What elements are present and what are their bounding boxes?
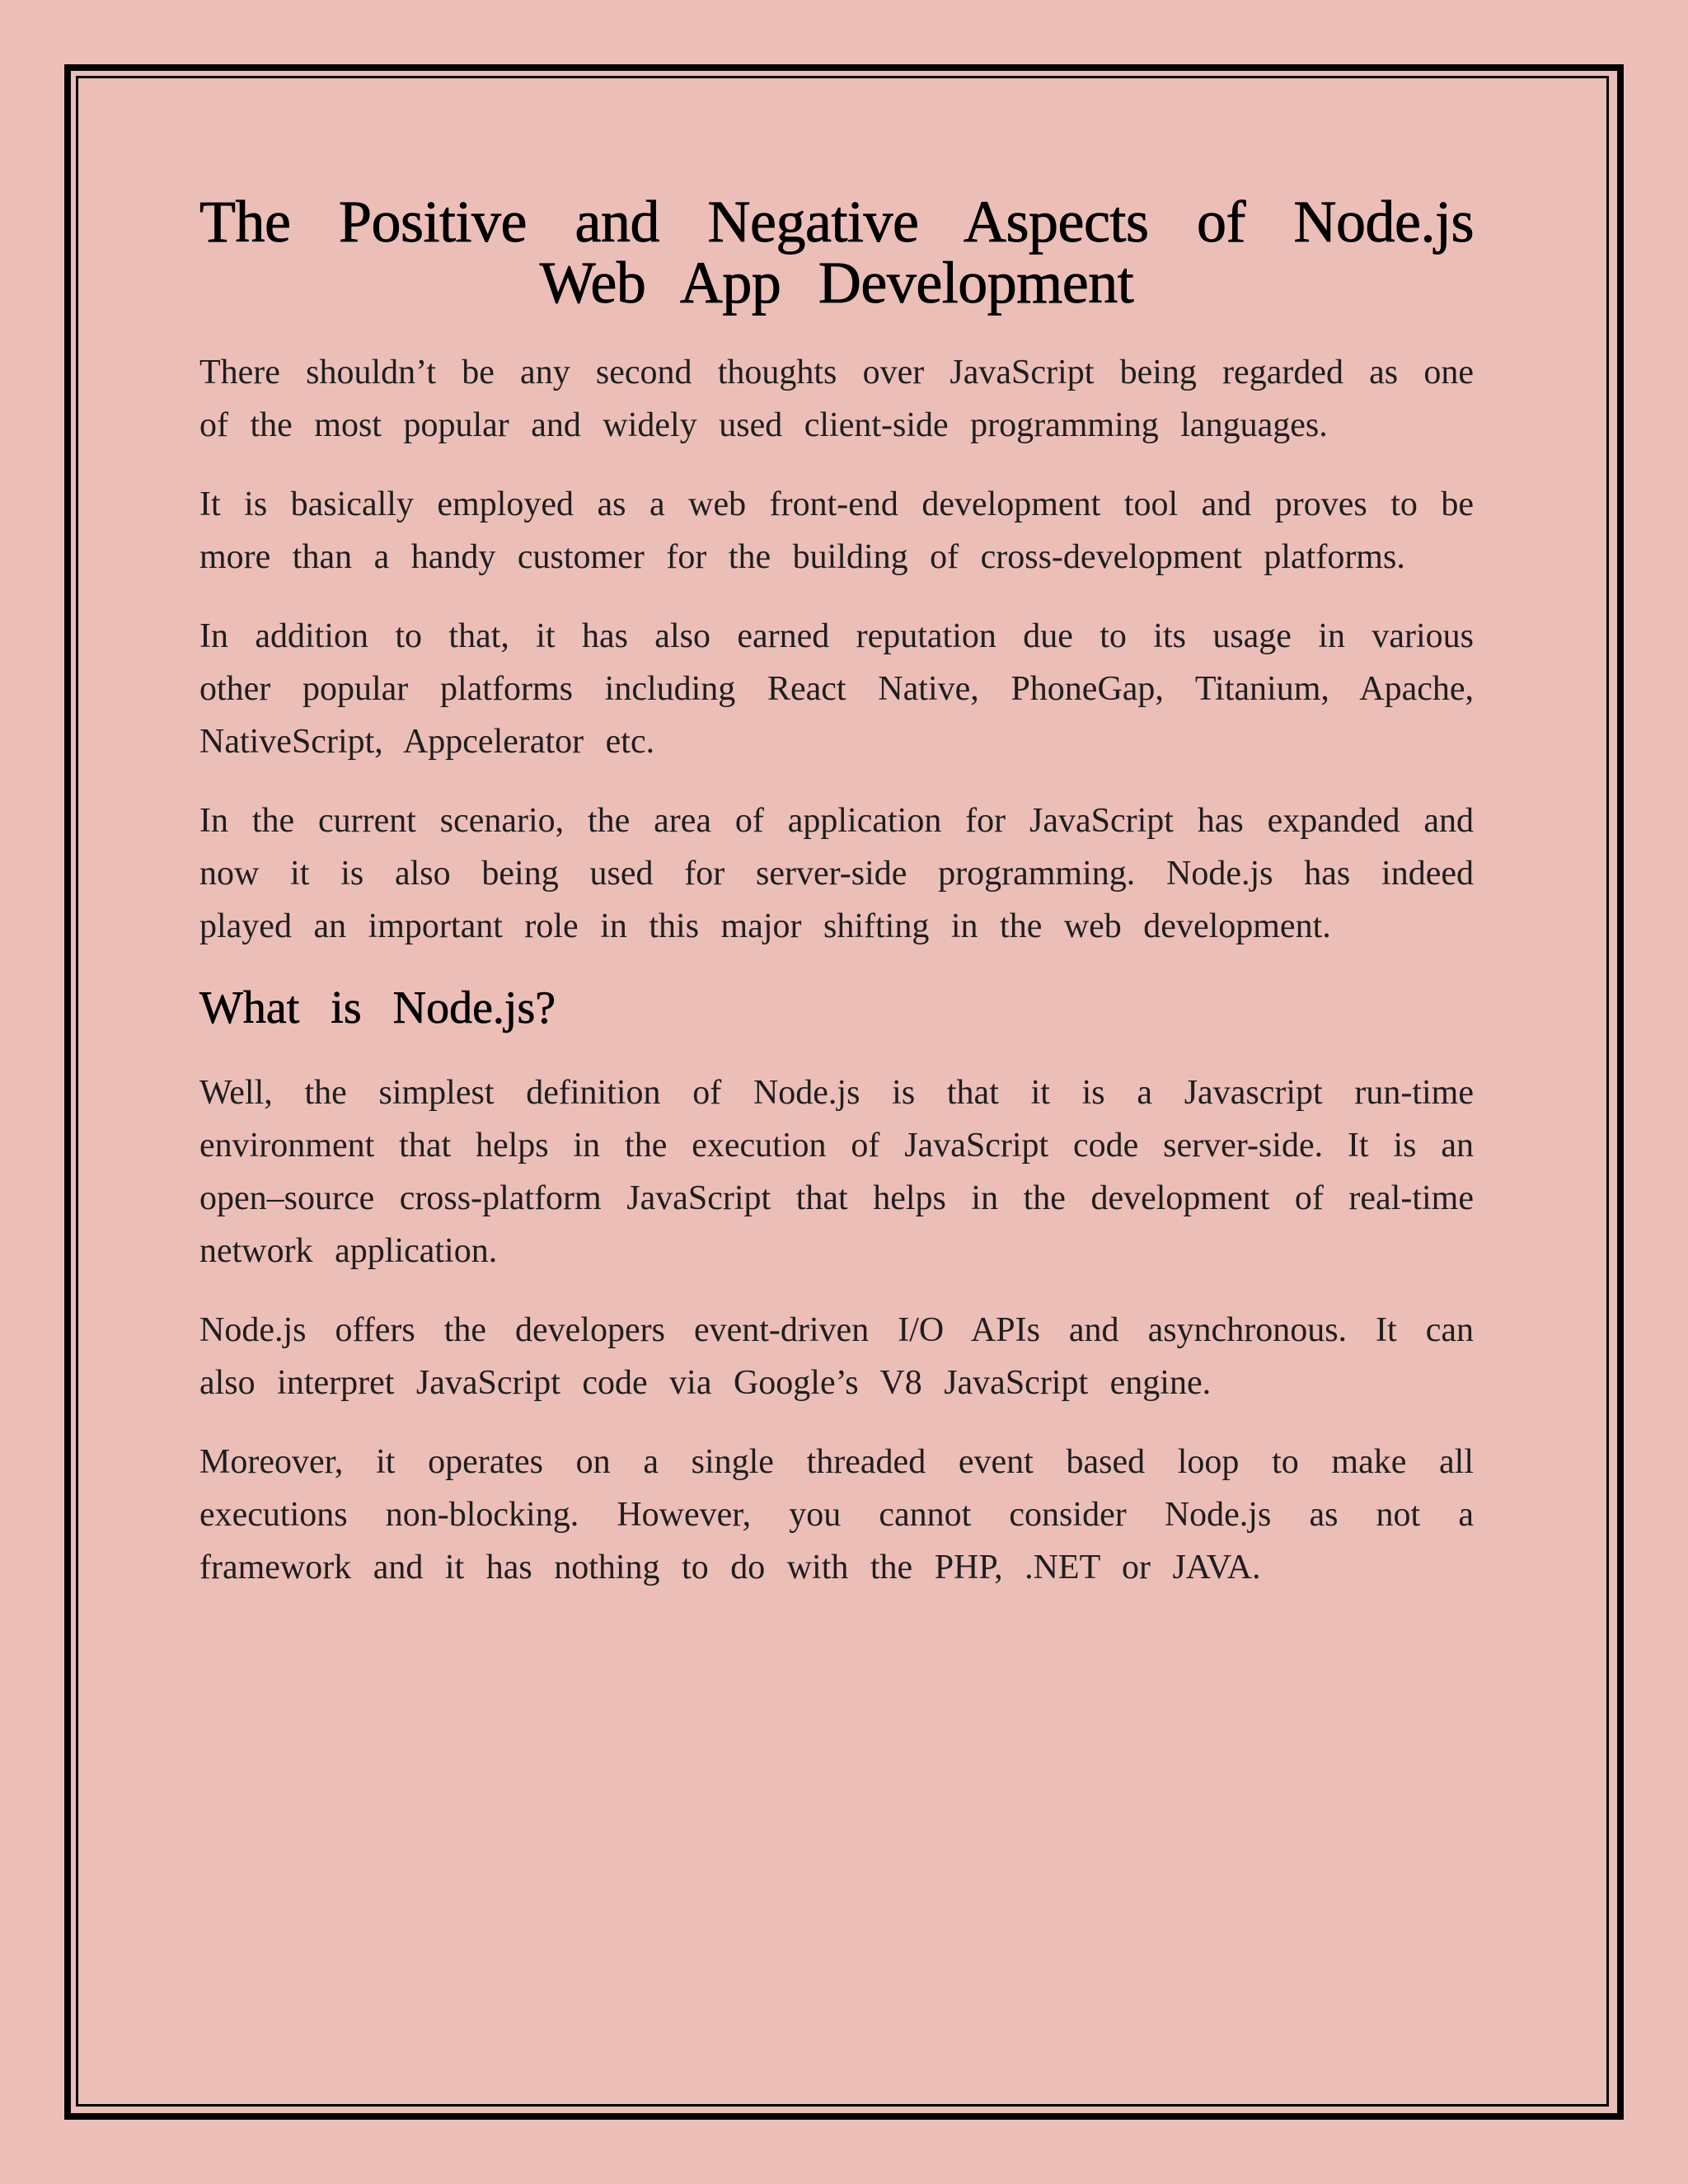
paragraph-intro-1: There shouldn’t be any second thoughts over JavaScript being regarded as one of the most popular and widely used client-side programming languages.	[199, 354, 1474, 444]
paragraph-section-1: Well, the simplest definition of Node.js is that it is a Javascript run-time environment that helps in the execution of JavaScript code server-side. It is an open–source cross-platform JavaScript that helps in the development of real-time network application.	[199, 1074, 1474, 1270]
paragraph-intro-2: It is basically employed as a web front-end development tool and proves to be more than a handy customer for the building of cross-development platforms.	[199, 485, 1474, 576]
document-title: The Positive and Negative Aspects of Node.js Web App Development	[199, 189, 1474, 316]
section-heading: What is Node.js?	[199, 982, 556, 1033]
paragraph-section-3: Moreover, it operates on a single threaded event based loop to make all executions non-blocking. However, you cannot consider Node.js as not a framework and it has nothing to do with the PHP, .NET or JAVA.	[199, 1443, 1474, 1586]
document-body	[199, 191, 1474, 1620]
paragraph-section-2: Node.js offers the developers event-driven I/O APIs and asynchronous. It can also interpret JavaScript code via Google’s V8 JavaScript engine.	[199, 1311, 1474, 1402]
paragraph-intro-4: In the current scenario, the area of application for JavaScript has expanded and now it is also being used for server-side programming. Node.js has indeed played an important role in this major shifting in the web development.	[199, 802, 1474, 945]
paragraph-intro-3: In addition to that, it has also earned reputation due to its usage in various other popular platforms including React Native, PhoneGap, Titanium, Apache, NativeScript, Appcelerator etc.	[199, 617, 1474, 761]
